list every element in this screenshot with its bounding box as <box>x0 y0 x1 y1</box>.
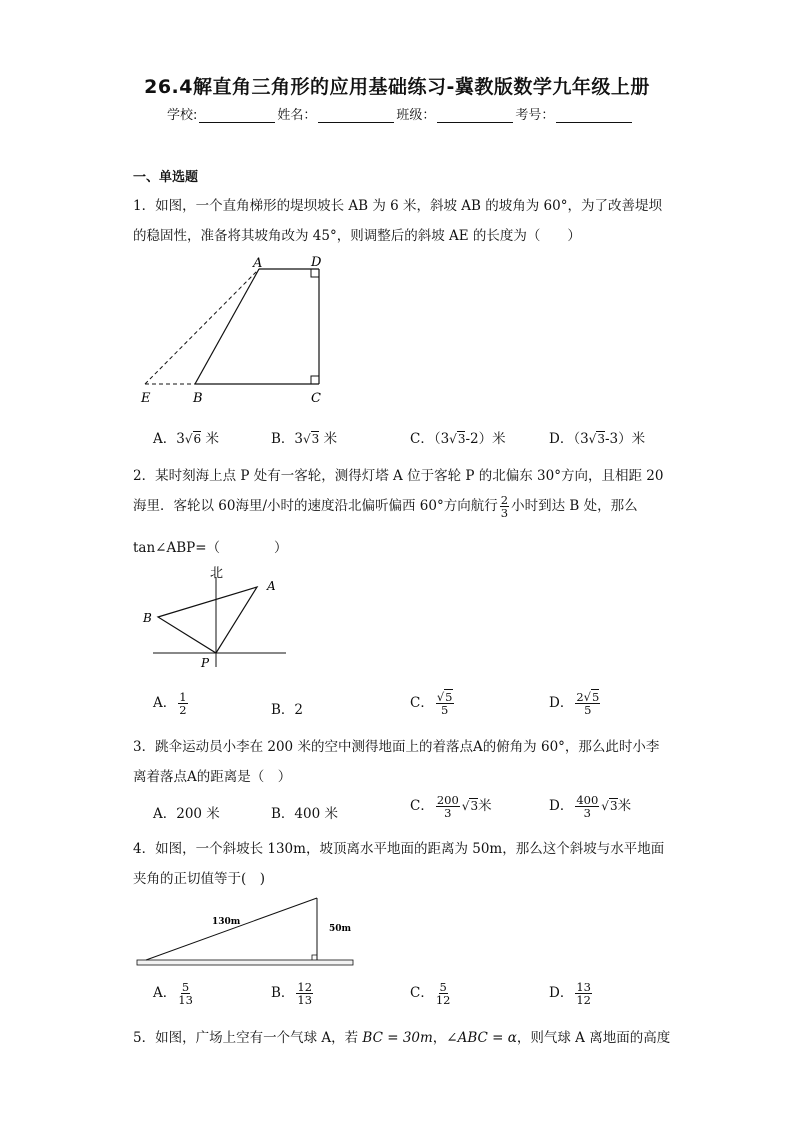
q5-bc-expression: BC = 30m <box>362 1030 433 1046</box>
q1-option-a[interactable] <box>153 427 219 447</box>
sqrt-symbol: √ <box>588 432 597 446</box>
number-label: 考号： <box>515 108 555 123</box>
q4-option-a-label: A． <box>153 985 177 1001</box>
q1-option-d[interactable] <box>549 427 645 447</box>
q1-label-d: D <box>311 255 322 270</box>
q4-option-d[interactable] <box>549 981 594 1006</box>
q5-text-end: ，则气球 A 离地面的高度 <box>516 1030 671 1046</box>
q2-option-d-den: 5 <box>584 703 592 717</box>
q2-line2-start: 海里．客轮以 60海里/小时的速度沿北偏听偏西 60°方向航行 <box>133 498 498 514</box>
q2-bearing-figure <box>140 563 300 675</box>
q1-option-d-unit: -3）米 <box>604 431 646 447</box>
q3-line2: 离着落点A的距离是（ ） <box>133 769 292 785</box>
q3-option-d-den: 3 <box>583 806 591 820</box>
sqrt-symbol: √ <box>583 690 591 704</box>
q4-right-angle <box>312 955 317 960</box>
q5-text-start: 5．如图，广场上空有一个气球 A，若 <box>133 1030 363 1046</box>
q4-option-c-num: 5 <box>439 980 447 994</box>
q3-option-d-label: D． <box>549 798 574 814</box>
q2-line2-end: 小时到达 B 处，那么 <box>511 498 638 514</box>
q2-option-c-radicand: 5 <box>445 690 453 704</box>
sqrt-symbol: √ <box>601 799 609 813</box>
q1-option-c[interactable] <box>410 427 506 447</box>
q3-option-d-unit: 米 <box>617 798 632 814</box>
school-label: 学校: <box>167 108 198 123</box>
q2-option-d-radicand: 5 <box>591 690 600 704</box>
q4-option-d-num: 13 <box>576 980 591 994</box>
q2-fraction-num: 2 <box>500 493 509 507</box>
q2-option-a-label: A． <box>153 695 177 711</box>
q2-option-d-label: D． <box>549 695 574 711</box>
class-label: 班级： <box>396 108 436 123</box>
q1-option-d-text: D．（3 <box>549 431 589 447</box>
q2-option-d[interactable] <box>549 691 602 716</box>
q2-option-b[interactable]: B．2 <box>271 702 304 718</box>
q4-slope-line <box>146 898 317 960</box>
q4-option-b-fraction <box>296 981 313 1006</box>
q3-option-b[interactable]: B．400 米 <box>271 806 338 822</box>
q1-trapezoid-figure <box>135 252 335 407</box>
q2-option-c-fraction <box>436 691 454 716</box>
q3-option-c-fraction <box>436 794 460 819</box>
q1-right-angle-c <box>311 376 319 384</box>
number-blank[interactable] <box>556 109 632 123</box>
q2-triangle-abp <box>158 587 257 653</box>
q3-option-d-radicand: 3 <box>609 799 618 813</box>
q1-option-d-radicand: 3 <box>597 432 605 446</box>
q2-option-d-fraction <box>575 691 600 716</box>
q4-line2: 夹角的正切值等于( ) <box>133 871 266 887</box>
q4-option-d-fraction <box>575 981 592 1006</box>
q2-option-a[interactable] <box>153 691 190 716</box>
q4-slope-figure <box>136 893 358 971</box>
q4-line1: 4．如图，一个斜坡长 130m，坡顶离水平地面的距离为 50m，那么这个斜坡与水平地面 <box>133 841 665 857</box>
q1-option-b-text: B．3 <box>271 431 304 447</box>
q1-option-c-unit: -2）米 <box>465 431 506 447</box>
q4-option-b-label: B． <box>271 985 295 1001</box>
q1-line1: 1．如图，一个直角梯形的堤坝坡长 AB 为 6 米，斜坡 AB 的坡角为 60°，为了改善堤坝 <box>133 198 662 214</box>
page-title: 26.4解直角三角形的应用基础练习-冀教版数学九年级上册 <box>144 76 650 98</box>
q2-line1: 2．某时刻海上点 P 处有一客轮，测得灯塔 A 位于客轮 P 的北偏东 30°方向，且相距 20 <box>133 468 664 484</box>
q1-segment-ae <box>145 269 259 384</box>
q1-segment-ab <box>195 269 259 384</box>
q4-option-d-den: 12 <box>576 993 591 1007</box>
q4-option-b-den: 13 <box>297 993 313 1007</box>
name-label: 姓名： <box>277 108 317 123</box>
q2-option-a-fraction <box>178 691 187 716</box>
q5-line1 <box>133 1026 670 1046</box>
q4-option-c[interactable] <box>410 981 452 1006</box>
q3-option-d-num: 400 <box>576 793 599 807</box>
q1-option-c-radicand: 3 <box>457 432 466 446</box>
q3-option-c-unit: 米 <box>478 798 492 814</box>
q4-option-c-den: 12 <box>435 993 451 1007</box>
q5-angle-expression: ∠ABC = α <box>446 1030 517 1046</box>
q1-label-c: C <box>311 391 321 406</box>
q2-fraction-den: 3 <box>500 506 509 520</box>
q2-option-a-den: 2 <box>179 703 187 717</box>
q4-label-height: 50m <box>329 924 352 934</box>
q4-option-a-fraction <box>178 981 193 1006</box>
q2-label-a: A <box>267 579 276 593</box>
q4-option-d-label: D． <box>549 985 574 1001</box>
q5-comma: ， <box>432 1030 447 1046</box>
q3-option-c[interactable] <box>410 794 492 819</box>
q4-label-slope: 130m <box>212 917 241 927</box>
q2-label-b: B <box>143 611 152 625</box>
q1-label-a: A <box>253 256 263 271</box>
q4-option-a-den: 13 <box>178 993 193 1007</box>
q1-right-angle-d <box>311 269 319 277</box>
q4-option-a[interactable] <box>153 981 195 1006</box>
section-heading: 一、单选题 <box>133 170 199 185</box>
q2-option-c[interactable] <box>410 691 456 716</box>
q3-option-c-label: C． <box>410 798 434 814</box>
sqrt-symbol: √ <box>461 799 470 813</box>
q3-option-c-num: 200 <box>436 793 459 807</box>
student-info <box>167 104 634 123</box>
q1-label-e: E <box>141 391 151 406</box>
q2-option-c-label: C． <box>410 695 434 711</box>
q3-option-c-radicand: 3 <box>470 799 479 813</box>
q1-label-b: B <box>193 391 203 406</box>
q1-line2: 的稳固性，准备将其坡角改为 45°，则调整后的斜坡 AE 的长度为（ ） <box>133 228 581 244</box>
q2-fraction <box>500 494 509 519</box>
q2-label-north: 北 <box>210 566 224 581</box>
q2-option-d-coef: 2 <box>576 690 584 704</box>
q4-option-c-label: C． <box>410 985 434 1001</box>
q1-option-a-unit: 米 <box>205 431 219 447</box>
q1-option-a-radicand: 6 <box>193 432 202 446</box>
q4-option-b[interactable] <box>271 981 315 1006</box>
q2-line3: tan∠ABP=（ ） <box>133 540 288 556</box>
q1-option-b[interactable] <box>271 427 337 447</box>
q4-ground <box>137 960 353 965</box>
q2-line2 <box>133 494 638 519</box>
class-blank[interactable] <box>437 109 513 123</box>
q3-option-d-fraction <box>575 794 599 819</box>
q1-option-c-text: C．（3 <box>410 431 450 447</box>
q1-option-b-unit: 米 <box>323 431 338 447</box>
q4-option-a-num: 5 <box>181 980 190 994</box>
q2-option-a-num: 1 <box>179 690 187 704</box>
sqrt-symbol: √ <box>449 432 457 446</box>
sqrt-symbol: √ <box>436 690 445 704</box>
sqrt-symbol: √ <box>303 432 311 446</box>
q2-option-c-den: 5 <box>441 703 449 717</box>
q3-option-d[interactable] <box>549 794 631 819</box>
q3-line1: 3．跳伞运动员小李在 200 米的空中测得地面上的着落点A的俯角为 60°，那么此时小李 <box>133 739 660 755</box>
q2-label-p: P <box>201 656 210 670</box>
q1-option-b-radicand: 3 <box>311 432 320 446</box>
school-blank[interactable] <box>199 109 275 123</box>
q1-option-a-text: A．3 <box>153 431 185 447</box>
q3-option-c-den: 3 <box>444 806 452 820</box>
q4-option-c-fraction <box>436 981 451 1006</box>
q3-option-a[interactable]: A．200 米 <box>153 806 220 822</box>
name-blank[interactable] <box>318 109 394 123</box>
q4-option-b-num: 12 <box>297 980 313 994</box>
sqrt-symbol: √ <box>184 432 193 446</box>
